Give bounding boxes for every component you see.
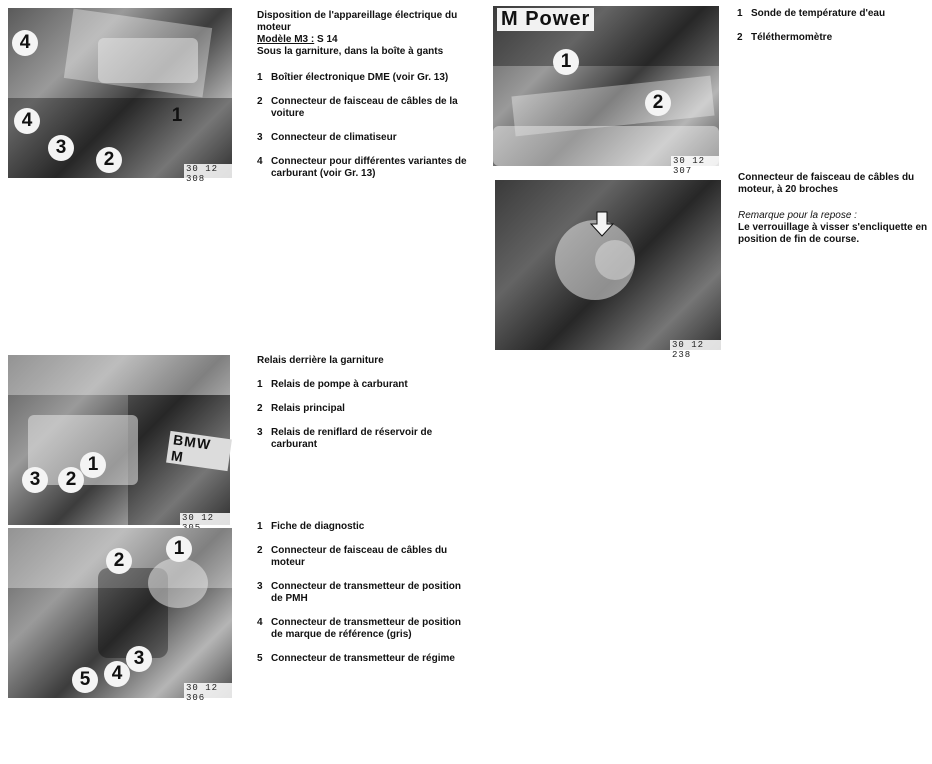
bmw-m-logo: BMW M — [166, 431, 232, 471]
item-text: Relais principal — [271, 403, 345, 414]
model-line — [257, 34, 467, 46]
list-item — [257, 132, 467, 144]
photo-ref-238: 30 12 238 — [670, 340, 721, 360]
item-number: 2 — [737, 32, 743, 43]
item-text: Connecteur pour différentes variantes de carburant (voir Gr. 13) — [271, 156, 467, 179]
list-item — [257, 427, 467, 451]
item-text: Relais de pompe à carburant — [271, 379, 408, 390]
callout-1: 1 — [171, 105, 183, 126]
heading-connector-20-pins: Connecteur de faisceau de câbles du moteur, à 20 broches — [738, 172, 915, 195]
item-text: Téléthermomètre — [751, 32, 833, 43]
text-block-306 — [257, 521, 467, 665]
engine-bay-photo-308 — [8, 8, 232, 184]
callout-2: 2 — [106, 548, 132, 574]
heading-disposition: Disposition de l'appareillage électrique du moteur — [257, 10, 458, 33]
item-number: 4 — [257, 617, 263, 628]
remark-text: Le verrouillage à visser s'encliquette en position de fin de course. — [738, 222, 928, 245]
callout-4: 4 — [104, 661, 130, 687]
engine-photo-307 — [493, 6, 719, 176]
list-item — [257, 72, 467, 84]
item-number: 1 — [737, 8, 743, 19]
text-block-305 — [257, 355, 467, 451]
list-item — [737, 8, 927, 20]
list-item — [737, 32, 927, 44]
remark-title: Remarque pour la repose : — [738, 210, 857, 221]
item-text: Fiche de diagnostic — [271, 521, 365, 532]
callout-1: 1 — [166, 536, 192, 562]
item-number: 1 — [257, 379, 263, 390]
callout-1: 1 — [80, 452, 106, 478]
item-text: Connecteur de transmetteur de régime — [271, 653, 455, 664]
text-block-238 — [738, 172, 930, 246]
item-text: Sonde de température d'eau — [751, 8, 886, 19]
relay-photo-305 — [8, 355, 230, 525]
item-number: 2 — [257, 403, 263, 414]
item-number: 4 — [257, 156, 263, 167]
photo-ref-306: 30 12 306 — [184, 683, 232, 703]
item-text: Connecteur de transmetteur de position de marque de référence (gris) — [271, 617, 462, 640]
item-text: Boîtier électronique DME (voir Gr. 13) — [271, 72, 449, 83]
callout-2: 2 — [645, 90, 671, 116]
diagnostic-photo-306 — [8, 528, 232, 703]
callout-3: 3 — [48, 135, 74, 161]
model-value: S 14 — [314, 34, 338, 45]
list-item — [257, 521, 467, 533]
item-text: Connecteur de transmetteur de position de PMH — [271, 581, 462, 604]
callout-5: 5 — [72, 667, 98, 693]
remark — [738, 210, 930, 246]
item-number: 2 — [257, 96, 263, 107]
photo-ref-307: 30 12 307 — [671, 156, 719, 176]
callout-3: 3 — [126, 646, 152, 672]
item-number: 3 — [257, 581, 263, 592]
text-block-308 — [257, 10, 467, 180]
list-item — [257, 96, 467, 120]
item-number: 3 — [257, 427, 263, 438]
item-number: 5 — [257, 653, 263, 664]
item-text: Connecteur de faisceau de câbles de la voiture — [271, 96, 458, 119]
list-item — [257, 403, 467, 415]
item-number: 3 — [257, 132, 263, 143]
item-text: Connecteur de climatiseur — [271, 132, 397, 143]
list-item — [257, 653, 467, 665]
callout-4-top: 4 — [12, 30, 38, 56]
item-text: Relais de reniflard de réservoir de carburant — [271, 427, 433, 450]
list-item — [257, 617, 467, 641]
callout-4-left: 4 — [14, 108, 40, 134]
item-number: 1 — [257, 521, 263, 532]
model-label: Modèle M3 : — [257, 34, 315, 45]
list-item — [257, 156, 467, 180]
m-power-logo: M Power — [497, 8, 594, 31]
list-item — [257, 545, 467, 569]
callout-1: 1 — [553, 49, 579, 75]
photo-ref-305: 30 12 — [180, 513, 230, 533]
item-text: Connecteur de faisceau de câbles du moteur — [271, 545, 448, 568]
callout-2: 2 — [58, 467, 84, 493]
callout-2: 2 — [96, 147, 122, 173]
list-item — [257, 379, 467, 391]
subheading-glovebox: Sous la garniture, dans la boîte à gants — [257, 46, 444, 57]
item-number: 1 — [257, 72, 263, 83]
text-block-307 — [737, 8, 927, 44]
callout-3: 3 — [22, 467, 48, 493]
heading-relais: Relais derrière la garniture — [257, 355, 384, 366]
photo-ref-308: 30 12 308 — [184, 164, 232, 184]
list-item — [257, 581, 467, 605]
item-number: 2 — [257, 545, 263, 556]
connector-photo-238 — [495, 180, 721, 360]
arrow-down-icon — [591, 212, 613, 236]
